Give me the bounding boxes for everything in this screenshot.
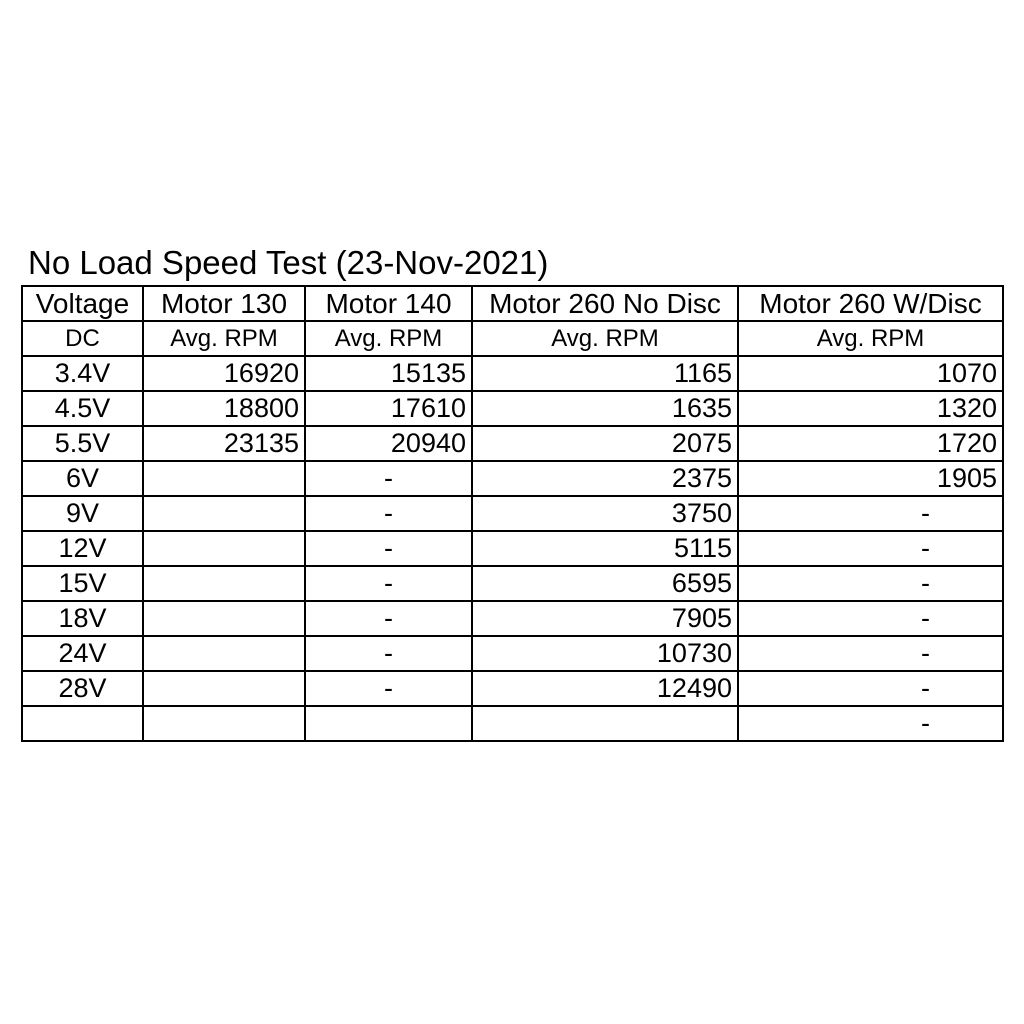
cell-motor-140: -	[305, 531, 472, 566]
cell-voltage: 6V	[22, 461, 143, 496]
cell-motor-260-w-disc: -	[738, 601, 1003, 636]
cell-motor-260-w-disc: -	[738, 636, 1003, 671]
table-row	[22, 356, 1003, 391]
cell-motor-260-no-disc: 3750	[472, 496, 738, 531]
subheader-motor-130: Avg. RPM	[143, 321, 305, 356]
cell-motor-260-w-disc: 1070	[738, 356, 1003, 391]
cell-motor-260-no-disc: 2375	[472, 461, 738, 496]
cell-motor-140: -	[305, 671, 472, 706]
cell-motor-140: 17610	[305, 391, 472, 426]
cell-voltage: 9V	[22, 496, 143, 531]
cell-motor-260-no-disc: 5115	[472, 531, 738, 566]
cell-motor-130	[143, 531, 305, 566]
table-row	[22, 671, 1003, 706]
table-row	[22, 496, 1003, 531]
cell-motor-140: -	[305, 461, 472, 496]
cell-motor-260-w-disc: -	[738, 671, 1003, 706]
cell-voltage	[22, 706, 143, 741]
cell-motor-260-no-disc: 1165	[472, 356, 738, 391]
header-row	[22, 286, 1003, 321]
cell-motor-130: 16920	[143, 356, 305, 391]
cell-motor-130: 18800	[143, 391, 305, 426]
cell-motor-260-no-disc: 7905	[472, 601, 738, 636]
cell-motor-130: 23135	[143, 426, 305, 461]
table-row	[22, 426, 1003, 461]
speed-test-table	[21, 285, 1004, 742]
cell-voltage: 24V	[22, 636, 143, 671]
cell-motor-140	[305, 706, 472, 741]
table-row	[22, 531, 1003, 566]
cell-motor-140: -	[305, 566, 472, 601]
header-motor-130: Motor 130	[143, 286, 305, 321]
subheader-motor-260-no-disc: Avg. RPM	[472, 321, 738, 356]
subheader-row	[22, 321, 1003, 356]
subheader-motor-140: Avg. RPM	[305, 321, 472, 356]
header-motor-260-no-disc: Motor 260 No Disc	[472, 286, 738, 321]
cell-motor-260-w-disc: -	[738, 706, 1003, 741]
header-motor-260-w-disc: Motor 260 W/Disc	[738, 286, 1003, 321]
cell-motor-260-w-disc: -	[738, 566, 1003, 601]
cell-motor-260-no-disc: 1635	[472, 391, 738, 426]
cell-motor-130	[143, 496, 305, 531]
cell-motor-260-w-disc: 1905	[738, 461, 1003, 496]
cell-motor-260-w-disc: -	[738, 531, 1003, 566]
cell-voltage: 28V	[22, 671, 143, 706]
cell-motor-130	[143, 566, 305, 601]
table-row	[22, 461, 1003, 496]
cell-motor-130	[143, 671, 305, 706]
cell-motor-140: -	[305, 636, 472, 671]
cell-voltage: 18V	[22, 601, 143, 636]
table-row	[22, 391, 1003, 426]
cell-motor-130	[143, 706, 305, 741]
cell-motor-130	[143, 461, 305, 496]
table-row	[22, 706, 1003, 741]
table-row	[22, 601, 1003, 636]
cell-motor-260-w-disc: -	[738, 496, 1003, 531]
cell-motor-130	[143, 636, 305, 671]
cell-motor-140: 20940	[305, 426, 472, 461]
cell-motor-260-w-disc: 1720	[738, 426, 1003, 461]
cell-motor-140: -	[305, 496, 472, 531]
cell-voltage: 15V	[22, 566, 143, 601]
cell-voltage: 3.4V	[22, 356, 143, 391]
table-row	[22, 566, 1003, 601]
cell-motor-260-no-disc: 10730	[472, 636, 738, 671]
cell-voltage: 5.5V	[22, 426, 143, 461]
table-row	[22, 636, 1003, 671]
cell-voltage: 4.5V	[22, 391, 143, 426]
cell-motor-260-no-disc	[472, 706, 738, 741]
header-motor-140: Motor 140	[305, 286, 472, 321]
cell-motor-140: -	[305, 601, 472, 636]
cell-motor-260-w-disc: 1320	[738, 391, 1003, 426]
cell-motor-260-no-disc: 12490	[472, 671, 738, 706]
cell-motor-140: 15135	[305, 356, 472, 391]
header-voltage: Voltage	[22, 286, 143, 321]
cell-motor-130	[143, 601, 305, 636]
cell-motor-260-no-disc: 6595	[472, 566, 738, 601]
subheader-motor-260-w-disc: Avg. RPM	[738, 321, 1003, 356]
cell-motor-260-no-disc: 2075	[472, 426, 738, 461]
cell-voltage: 12V	[22, 531, 143, 566]
table-title: No Load Speed Test (23-Nov-2021)	[28, 244, 549, 281]
subheader-dc: DC	[22, 321, 143, 356]
